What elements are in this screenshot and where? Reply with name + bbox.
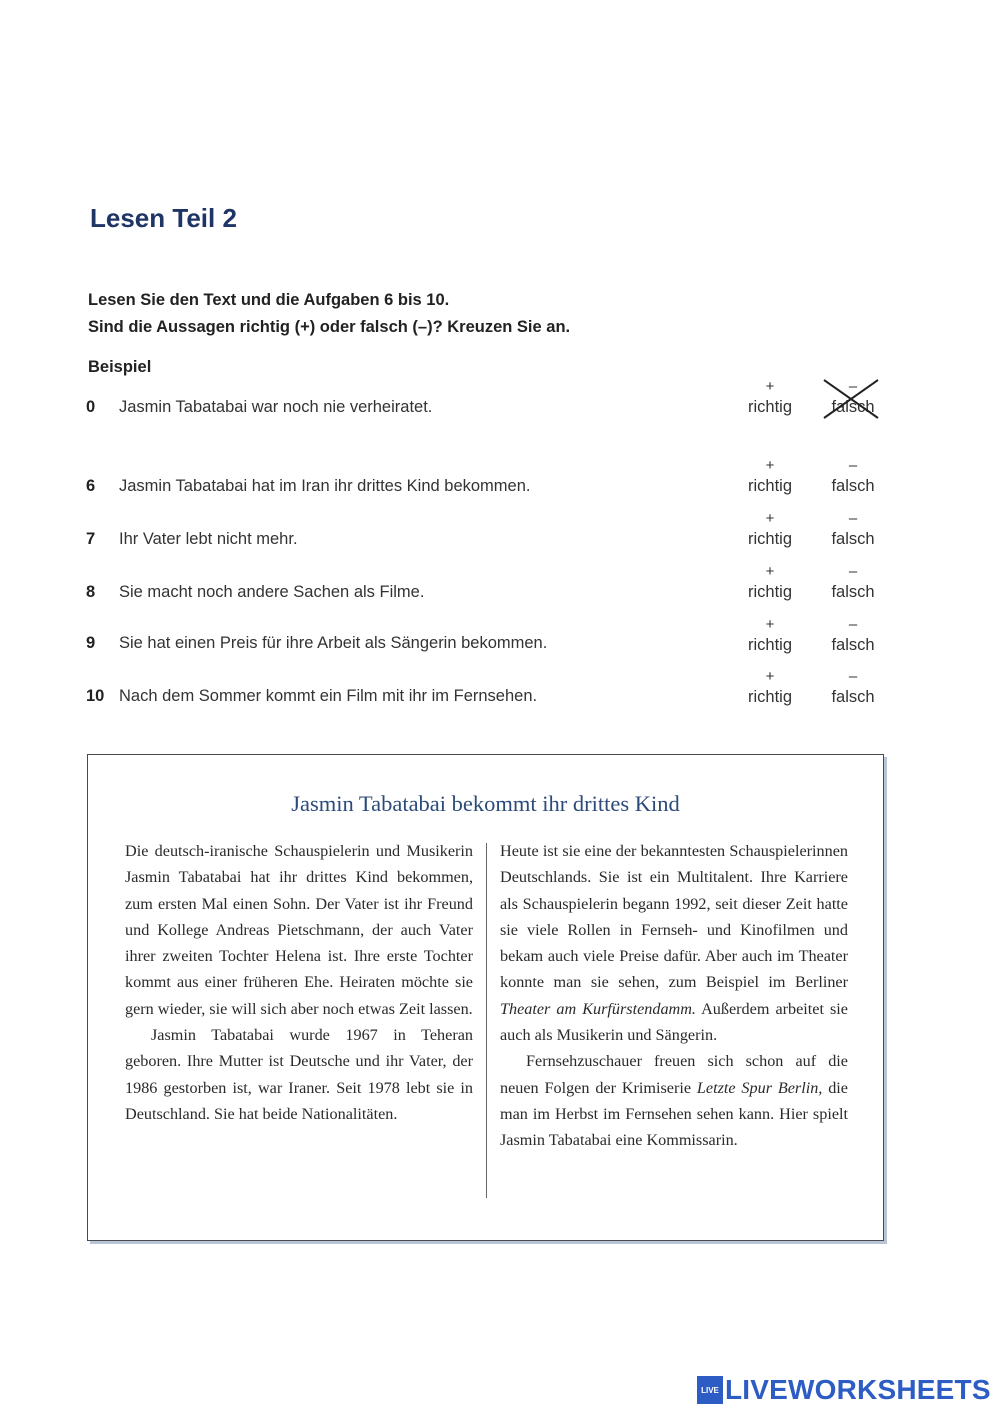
minus-sign: – [848, 457, 858, 474]
article-text: Heute ist sie eine der bekanntesten Schauspielerinnen Deutschlands. Sie ist ein Multitalent. Ihre Karriere als Schauspielerin begann 1992, seit dieser Zeit hatte sie viele Rollen in Fernseh- und Kinofilmen und bekam auch viele Preise dafür. Aber auch im Theater konnte man sie sehen, zum Beispiel im Berliner [500, 842, 848, 992]
article-paragraph: Jasmin Tabatabai wurde 1967 in Teheran geboren. Ihre Mutter ist Deutsche und ihr Vater, der 1986 gestorben ist, war Iraner. Seit 1978 lebt sie in Deutschland. Sie hat beide Nationalitäten. [125, 1026, 473, 1123]
question-row-10 [0, 668, 1000, 718]
richtig-label: richtig [747, 530, 792, 548]
richtig-label: richtig [747, 398, 792, 416]
minus-sign: – [848, 563, 858, 580]
column-divider [486, 843, 487, 1198]
logo-text: LIVEWORKSHEETS [725, 1374, 991, 1405]
page-title: Lesen Teil 2 [90, 203, 237, 233]
richtig-label: richtig [747, 636, 792, 654]
plus-sign: + [765, 668, 775, 685]
falsch-label: falsch [831, 398, 875, 416]
question-statement: Sie hat einen Preis für ihre Arbeit als Sängerin bekommen. [119, 634, 548, 652]
question-statement: Ihr Vater lebt nicht mehr. [119, 530, 298, 548]
minus-sign: – [848, 668, 858, 685]
article-italic-text: Theater am Kurfürstendamm. [500, 999, 696, 1018]
article-italic-text: Letzte Spur Berlin, [696, 1078, 823, 1097]
cross-mark-icon [820, 378, 882, 422]
article-text: Außerdem arbeitet sie auch als Musikerin und Sängerin. [500, 999, 848, 1045]
question-row-6 [0, 457, 1000, 507]
falsch-label: falsch [831, 583, 875, 601]
option-richtig[interactable] [735, 616, 805, 656]
plus-sign: + [765, 616, 775, 633]
richtig-label: richtig [747, 477, 792, 495]
article-text: die man im Herbst im Fernsehen sehen kann. Hier spielt Jasmin Tabatabai eine Kommissarin. [500, 1078, 848, 1150]
article-box [87, 754, 884, 1241]
question-statement: Sie macht noch andere Sachen als Filme. [119, 583, 425, 601]
question-number: 10 [86, 687, 105, 705]
option-richtig[interactable] [735, 510, 805, 550]
plus-sign: + [765, 378, 775, 395]
option-falsch[interactable] [818, 616, 888, 656]
plus-sign: + [765, 510, 775, 527]
article-paragraph [500, 838, 848, 1048]
question-number: 9 [86, 634, 96, 652]
question-row-9 [0, 616, 1000, 666]
falsch-label: falsch [831, 688, 875, 706]
badge-text: LIVE [701, 1385, 719, 1395]
question-number: 6 [86, 477, 96, 495]
option-falsch[interactable] [818, 510, 888, 550]
falsch-label: falsch [831, 530, 875, 548]
liveworksheets-logo[interactable] [697, 1374, 991, 1406]
option-falsch[interactable] [818, 668, 888, 708]
falsch-label: falsch [831, 636, 875, 654]
live-badge-icon [697, 1376, 723, 1404]
question-statement: Jasmin Tabatabai war noch nie verheiratet. [119, 398, 433, 416]
minus-sign: – [848, 378, 858, 395]
question-number: 0 [86, 398, 96, 416]
article-text: Fernsehzuschauer freuen sich schon auf die neuen Folgen der Krimiserie [500, 1052, 848, 1097]
instruction-line-2: Sind die Aussagen richtig (+) oder falsch (–)? Kreuzen Sie an. [88, 318, 571, 336]
question-row-7 [0, 510, 1000, 560]
option-falsch[interactable] [818, 563, 888, 603]
example-label: Beispiel [88, 358, 152, 376]
question-number: 8 [86, 583, 96, 601]
article-column-right [500, 838, 848, 1154]
question-number: 7 [86, 530, 96, 548]
option-richtig[interactable] [735, 457, 805, 497]
article-column-left [125, 838, 473, 1127]
plus-sign: + [765, 457, 775, 474]
option-richtig[interactable] [735, 563, 805, 603]
richtig-label: richtig [747, 688, 792, 706]
article-paragraph: Die deutsch-iranische Schauspielerin und Musikerin Jasmin Tabatabai hat ihr drittes Kind bekommen, zum ersten Mal einen Sohn. Der Vater ist ihr Freund und Kollege Andreas Pietschmann, der auch Vater ihrer zweiten Tochter Helena ist. Ihre erste Tochter kommt aus einer früheren Ehe. Heiraten möchte sie gern wieder, sie will sich aber noch etwas Zeit lassen. [125, 842, 473, 1018]
minus-sign: – [848, 510, 858, 527]
question-row-8 [0, 563, 1000, 613]
option-falsch[interactable] [818, 457, 888, 497]
minus-sign: – [848, 616, 858, 633]
option-richtig[interactable] [735, 668, 805, 708]
richtig-label: richtig [747, 583, 792, 601]
instruction-line-1: Lesen Sie den Text und die Aufgaben 6 bis 10. [88, 291, 450, 309]
article-title: Jasmin Tabatabai bekommt ihr drittes Kind [291, 791, 680, 816]
question-statement: Jasmin Tabatabai hat im Iran ihr drittes Kind bekommen. [119, 477, 531, 495]
falsch-label: falsch [831, 477, 875, 495]
question-row-0 [0, 378, 1000, 428]
article-paragraph [500, 1048, 848, 1153]
question-statement: Nach dem Sommer kommt ein Film mit ihr im Fernsehen. [119, 687, 538, 705]
option-richtig[interactable] [735, 378, 805, 418]
plus-sign: + [765, 563, 775, 580]
